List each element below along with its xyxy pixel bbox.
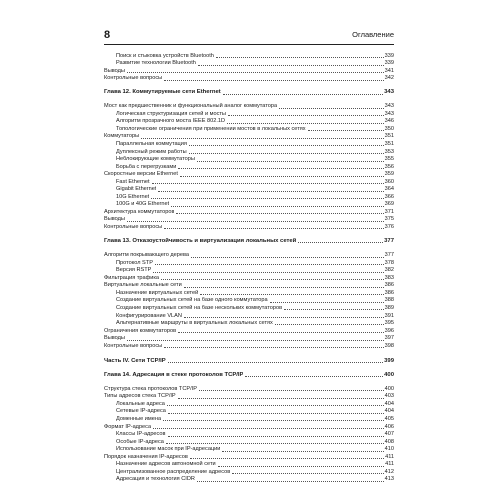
toc-entry[interactable] [104, 320, 394, 328]
toc-leader-dots [164, 80, 383, 81]
toc-entry[interactable] [104, 103, 394, 111]
toc-leader-dots [199, 390, 384, 391]
toc-leader-dots [178, 332, 384, 333]
toc-entry[interactable] [104, 133, 394, 141]
toc-leader-dots [279, 108, 384, 109]
toc-entry-title: Порядок назначения IP-адресов [104, 453, 188, 460]
toc-leader-dots [184, 317, 384, 318]
toc-leader-dots [198, 65, 384, 66]
toc-leader-dots [127, 72, 384, 73]
toc-page-number: 404 [384, 408, 394, 415]
toc-page-number: 343 [384, 89, 394, 96]
toc-page-number: 339 [384, 52, 394, 59]
toc-entry-title: Назначение виртуальных сетей [116, 289, 199, 296]
toc-entry[interactable] [104, 52, 394, 60]
toc-leader-dots [227, 123, 384, 124]
toc-page-number: 410 [384, 446, 394, 453]
toc-leader-dots [218, 466, 384, 467]
toc-page-number: 343 [384, 110, 394, 117]
toc-leader-dots [178, 398, 384, 399]
toc-entry-title: Алгоритм прозрачного моста IEEE 802.1D [116, 118, 226, 125]
toc-page-number: 407 [384, 431, 394, 438]
toc-leader-dots [167, 405, 384, 406]
toc-entry[interactable] [104, 476, 394, 484]
toc-leader-dots [270, 302, 384, 303]
toc-entry-title: Развитие технологии Bluetooth [116, 60, 196, 67]
toc-entry[interactable] [104, 453, 394, 461]
toc-leader-dots [168, 413, 384, 414]
toc-page-number: 353 [384, 148, 394, 155]
toc-page-number: 386 [384, 289, 394, 296]
toc-page-number: 389 [384, 304, 394, 311]
toc-entry-title: Мост как предшественник и функциональный аналог коммутатора [104, 103, 278, 110]
toc-leader-dots [275, 324, 384, 325]
toc-entry-title: Адресация и технология CIDR [116, 476, 195, 483]
toc-entry-title: Алгоритм покрывающего дерева [104, 252, 190, 259]
toc-leader-dots [176, 213, 383, 214]
toc-leader-dots [158, 191, 383, 192]
toc-page-number: 369 [384, 201, 394, 208]
toc-entry-title: Коммутаторы [104, 133, 140, 140]
toc-entry-title: Сетевые IP-адреса [116, 408, 166, 415]
toc-entry-title: Использование масок при IP-адресации [116, 446, 221, 453]
toc-entry-title: Часть IV. Сети TCP/IP [104, 357, 166, 364]
toc-entry-title: Альтернативные маршруты в виртуальных локальных сетях [116, 320, 273, 327]
table-of-contents [104, 52, 394, 483]
toc-page-number: 364 [384, 186, 394, 193]
toc-entry-title: Ограничения коммутаторов [104, 327, 177, 334]
toc-entry-title: Выводы [104, 67, 125, 74]
toc-entry-title: Параллельная коммутация [116, 141, 187, 148]
toc-entry-title: Контрольные вопросы [104, 75, 163, 82]
toc-entry[interactable] [104, 431, 394, 439]
toc-leader-dots [189, 145, 384, 146]
toc-entry-title: Доменные имена [116, 416, 162, 423]
toc-leader-dots [200, 294, 383, 295]
toc-entry[interactable] [104, 408, 394, 416]
toc-leader-dots [216, 57, 384, 58]
toc-page-number: 388 [384, 297, 394, 304]
toc-page-number: 351 [384, 133, 394, 140]
toc-page-number: 404 [384, 400, 394, 407]
toc-entry[interactable] [104, 468, 394, 476]
toc-leader-dots [223, 94, 383, 95]
toc-page-number: 355 [384, 156, 394, 163]
toc-spacer [104, 350, 394, 358]
toc-entry[interactable] [104, 415, 394, 423]
toc-entry[interactable] [104, 140, 394, 148]
toc-entry-title: Типы адресов стека TCP/IP [104, 393, 176, 400]
toc-entry-title: Создание виртуальных сетей на базе одного коммутатора [116, 297, 268, 304]
toc-entry-title: Конфигурирование VLAN [116, 312, 182, 319]
toc-entry[interactable] [104, 223, 394, 231]
toc-entry-title: Неблокирующие коммутаторы [116, 156, 195, 163]
toc-page-number: 339 [384, 60, 394, 67]
toc-page-number: 391 [384, 312, 394, 319]
toc-entry[interactable] [104, 75, 394, 83]
toc-entry-title: Выводы [104, 216, 125, 223]
toc-page-number: 376 [384, 224, 394, 231]
toc-entry-title: Виртуальные локальные сети [104, 282, 182, 289]
toc-leader-dots [161, 279, 384, 280]
toc-entry[interactable] [104, 393, 394, 401]
toc-page-number: 371 [384, 208, 394, 215]
toc-entry[interactable] [104, 267, 394, 275]
toc-entry[interactable] [104, 446, 394, 454]
toc-leader-dots [127, 340, 384, 341]
toc-entry[interactable] [104, 193, 394, 201]
toc-leader-dots [284, 309, 384, 310]
toc-entry[interactable] [104, 289, 394, 297]
toc-entry-title: Классы IP-адресов [116, 431, 166, 438]
toc-leader-dots [151, 198, 383, 199]
toc-entry[interactable] [104, 259, 394, 267]
toc-page-number: 400 [384, 385, 394, 392]
toc-entry[interactable] [104, 156, 394, 164]
toc-leader-dots [222, 451, 383, 452]
toc-leader-dots [164, 228, 383, 229]
toc-entry-title: Контрольные вопросы [104, 342, 163, 349]
toc-entry-title: Скоростные версии Ethernet [104, 171, 178, 178]
toc-chapter-heading[interactable] [104, 371, 394, 379]
toc-page-number: 346 [384, 118, 394, 125]
toc-leader-dots [180, 176, 384, 177]
toc-entry-title: Назначение адресов автономной сети [116, 461, 216, 468]
toc-leader-dots [298, 242, 383, 243]
toc-page-number: 413 [384, 476, 394, 483]
toc-page-number: 359 [384, 171, 394, 178]
toc-page-number: 377 [384, 252, 394, 259]
toc-entry-title: Структура стека протоколов TCP/IP [104, 385, 197, 392]
toc-leader-dots [141, 138, 384, 139]
toc-page-number: 396 [384, 327, 394, 334]
toc-page-number: 403 [384, 393, 394, 400]
toc-entry-title: Протокол STP [116, 259, 153, 266]
toc-entry-title: Архитектура коммутаторов [104, 208, 175, 215]
toc-entry-title: Фильтрация трафика [104, 274, 160, 281]
toc-page-number: 382 [384, 267, 394, 274]
toc-page-number: 378 [384, 259, 394, 266]
toc-entry[interactable] [104, 385, 394, 393]
toc-page-number: 386 [384, 282, 394, 289]
toc-leader-dots [178, 168, 383, 169]
toc-leader-dots [164, 347, 383, 348]
toc-page-number: 399 [384, 357, 394, 364]
toc-page-number: 411 [385, 461, 394, 468]
running-title: Оглавление [352, 30, 394, 39]
toc-leader-dots [152, 183, 384, 184]
toc-entry-title: Централизованное распределение адресов [116, 468, 231, 475]
toc-chapter-heading[interactable] [104, 357, 394, 365]
toc-leader-dots [166, 443, 384, 444]
toc-chapter-heading[interactable] [104, 89, 394, 97]
toc-entry-title: Глава 12. Коммутируемые сети Ethernet [104, 89, 221, 96]
toc-entry[interactable] [104, 216, 394, 224]
toc-page-number: 360 [384, 178, 394, 185]
toc-leader-dots [168, 362, 383, 363]
toc-leader-dots [228, 115, 384, 116]
toc-entry[interactable] [104, 118, 394, 126]
toc-page-number: 343 [384, 103, 394, 110]
toc-entry-title: Дуплексный режим работы [116, 148, 187, 155]
toc-leader-dots [153, 428, 384, 429]
toc-page-number: 342 [384, 75, 394, 82]
toc-entry[interactable] [104, 125, 394, 133]
toc-leader-dots [191, 257, 384, 258]
toc-page-number: 395 [384, 320, 394, 327]
toc-entry[interactable] [104, 178, 394, 186]
toc-page-number: 383 [384, 274, 394, 281]
toc-page-number: 397 [384, 335, 394, 342]
toc-page-number: 366 [384, 193, 394, 200]
toc-entry-title: 10G Ethernet [116, 193, 150, 200]
toc-entry-title: Формат IP-адреса [104, 423, 152, 430]
page-header [104, 28, 394, 45]
toc-page-number: 356 [384, 163, 394, 170]
toc-leader-dots [155, 264, 384, 265]
toc-entry[interactable] [104, 60, 394, 68]
toc-entry-title: Fast Ethernet [116, 178, 150, 185]
toc-entry-title: Выводы [104, 335, 125, 342]
toc-leader-dots [189, 153, 384, 154]
toc-entry[interactable] [104, 148, 394, 156]
toc-leader-dots [153, 272, 383, 273]
toc-entry-title: Глава 14. Адресация в стеке протоколов TCP/IP [104, 371, 244, 378]
toc-entry[interactable] [104, 335, 394, 343]
toc-page-number: 412 [384, 468, 394, 475]
toc-entry[interactable] [104, 186, 394, 194]
toc-page-number: 411 [385, 453, 394, 460]
toc-leader-dots [197, 481, 384, 482]
toc-entry[interactable] [104, 252, 394, 260]
toc-entry[interactable] [104, 312, 394, 320]
toc-entry-title: Версия RSTP [116, 267, 152, 274]
toc-page-number: 398 [384, 342, 394, 349]
toc-entry[interactable] [104, 201, 394, 209]
toc-page-number: 341 [384, 67, 394, 74]
toc-entry[interactable] [104, 282, 394, 290]
toc-leader-dots [184, 287, 384, 288]
page-number: 8 [104, 29, 111, 41]
toc-entry[interactable] [104, 327, 394, 335]
toc-page-number: 351 [384, 141, 394, 148]
toc-entry[interactable] [104, 423, 394, 431]
toc-entry-title: Топологические ограничения при применении мостов в локальных сетях [116, 125, 306, 132]
toc-entry[interactable] [104, 438, 394, 446]
toc-entry[interactable] [104, 461, 394, 469]
toc-entry-title: Создание виртуальных сетей на базе нескольких коммутаторов [116, 304, 283, 311]
toc-entry-title: Борьба с перегрузками [116, 163, 177, 170]
toc-entry[interactable] [104, 110, 394, 118]
toc-leader-dots [127, 221, 384, 222]
toc-entry[interactable] [104, 274, 394, 282]
toc-page-number: 375 [384, 216, 394, 223]
toc-leader-dots [308, 130, 384, 131]
toc-chapter-heading[interactable] [104, 238, 394, 246]
toc-entry[interactable] [104, 163, 394, 171]
toc-page-number: 408 [384, 438, 394, 445]
toc-entry-title: Локальные адреса [116, 400, 165, 407]
toc-page-number: 405 [384, 416, 394, 423]
toc-entry-title: Особые IP-адреса [116, 438, 164, 445]
toc-leader-dots [163, 420, 384, 421]
toc-entry-title: Поиск и стыковка устройств Bluetooth [116, 52, 214, 59]
toc-page-number: 400 [384, 371, 394, 378]
toc-leader-dots [190, 458, 384, 459]
toc-leader-dots [171, 206, 383, 207]
toc-entry[interactable] [104, 400, 394, 408]
toc-entry-title: Контрольные вопросы [104, 224, 163, 231]
toc-leader-dots [245, 376, 383, 377]
toc-entry-title: 100G и 40G Ethernet [116, 201, 170, 208]
toc-leader-dots [197, 161, 384, 162]
toc-page-number: 350 [384, 125, 394, 132]
toc-page-number: 406 [384, 423, 394, 430]
toc-entry-title: Глава 13. Отказоустойчивость и виртуализация локальных сетей [104, 238, 297, 245]
toc-leader-dots [168, 436, 384, 437]
toc-entry[interactable] [104, 297, 394, 305]
toc-leader-dots [232, 473, 383, 474]
toc-entry-title: Gigabit Ethernet [116, 186, 157, 193]
toc-entry[interactable] [104, 304, 394, 312]
toc-entry[interactable] [104, 67, 394, 75]
toc-page-number: 377 [384, 238, 394, 245]
toc-entry[interactable] [104, 171, 394, 179]
toc-entry[interactable] [104, 342, 394, 350]
toc-entry[interactable] [104, 208, 394, 216]
toc-entry-title: Логическая структуризация сетей и мосты [116, 110, 226, 117]
